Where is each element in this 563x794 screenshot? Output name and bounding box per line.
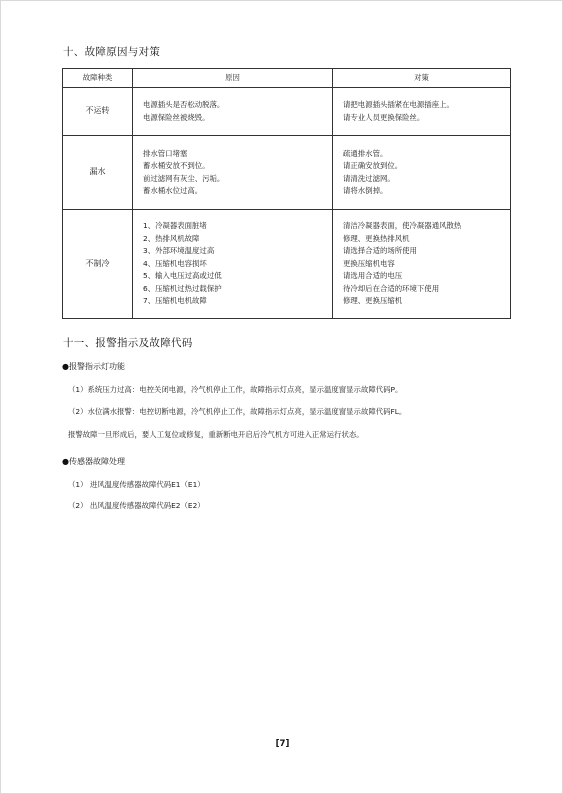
sensor-item-outlet: （2） 出风温度传感器故障代码E2（E2） xyxy=(68,501,205,510)
remedy-line: 请选择合适的场所使用 xyxy=(343,246,417,256)
remedy-line: 疏通排水管。 xyxy=(343,148,388,158)
remedy-line: 请专业人员更换保险丝。 xyxy=(343,112,425,122)
table-header-row xyxy=(63,69,511,88)
table-row xyxy=(63,88,511,136)
alarm-reset-note: 报警故障一旦形成后，要人工复位或修复，重新断电开启后冷气机方可进入正常运行状态。 xyxy=(68,430,364,439)
cause-list xyxy=(133,88,333,136)
remedy-line: 更换压缩机电容 xyxy=(343,258,395,268)
remedy-line: 修理、更换热排风机 xyxy=(343,233,410,243)
section-10-title: 十、故障原因与对策 xyxy=(63,46,161,58)
remedy-line: 修理、更换压缩机 xyxy=(343,296,403,306)
cause-line: 2、热排风机故障 xyxy=(143,233,200,243)
section-11-title: 十一、报警指示及故障代码 xyxy=(63,337,193,349)
cause-list xyxy=(133,210,333,319)
remedy-line: 请正确安放到位。 xyxy=(343,161,403,170)
remedy-line: 请选用合适的电压 xyxy=(343,271,403,281)
cause-line: 蓄水桶安放不到位。 xyxy=(143,161,210,170)
cause-line: 1、冷凝器表面脏堵 xyxy=(143,221,207,231)
header-remedy: 对策 xyxy=(333,69,511,88)
remedy-line: 请将水倒掉。 xyxy=(343,186,388,195)
remedy-list xyxy=(333,136,511,210)
cause-line: 3、外部环境温度过高 xyxy=(143,246,215,256)
cause-line: 蓄水桶水位过高。 xyxy=(143,186,203,195)
table-row xyxy=(63,136,511,210)
remedy-list xyxy=(333,88,511,136)
header-cause: 原因 xyxy=(133,69,333,88)
table-row xyxy=(63,210,511,319)
cause-line: 电源保险丝被烧毁。 xyxy=(143,112,210,122)
cause-line: 6、压缩机过热过载保护 xyxy=(143,283,222,293)
fault-table xyxy=(62,68,511,319)
sensor-heading: ●传感器故障处理 xyxy=(62,457,125,466)
fault-type: 漏水 xyxy=(63,136,133,210)
remedy-line: 请清洗过滤网。 xyxy=(343,173,395,183)
alarm-item-pressure: （1）系统压力过高：电控关闭电源，冷气机停止工作，故障指示灯点亮，显示温度窗显示故障代码P。 xyxy=(68,385,403,394)
remedy-line: 待冷却后在合适的环境下使用 xyxy=(343,283,440,293)
cause-line: 5、输入电压过高或过低 xyxy=(143,271,222,281)
cause-line: 前过滤网有灰尘、污垢。 xyxy=(143,173,225,183)
alarm-item-water-full: （2）水位满水报警：电控切断电源，冷气机停止工作，故障指示灯点亮，显示温度窗显示故障代码FL。 xyxy=(68,407,407,416)
remedy-line: 清洁冷凝器表面，使冷凝器通风散热 xyxy=(343,221,462,231)
remedy-line: 请把电源插头插紧在电源插座上。 xyxy=(343,100,454,109)
remedy-list xyxy=(333,210,511,319)
sensor-item-inlet: （1） 进风温度传感器故障代码E1（E1） xyxy=(68,480,205,489)
cause-line: 7、压缩机电机故障 xyxy=(143,296,207,306)
header-fault-type: 故障种类 xyxy=(63,69,133,88)
cause-line: 4、压缩机电容损坏 xyxy=(143,258,207,268)
cause-list xyxy=(133,136,333,210)
page-number: [7] xyxy=(275,739,290,749)
alarm-heading: ●报警指示灯功能 xyxy=(62,362,125,371)
fault-type: 不运转 xyxy=(63,88,133,136)
cause-line: 排水管口堵塞 xyxy=(143,148,188,158)
cause-line: 电源插头是否松动脱落。 xyxy=(143,100,225,109)
fault-type: 不制冷 xyxy=(63,210,133,319)
